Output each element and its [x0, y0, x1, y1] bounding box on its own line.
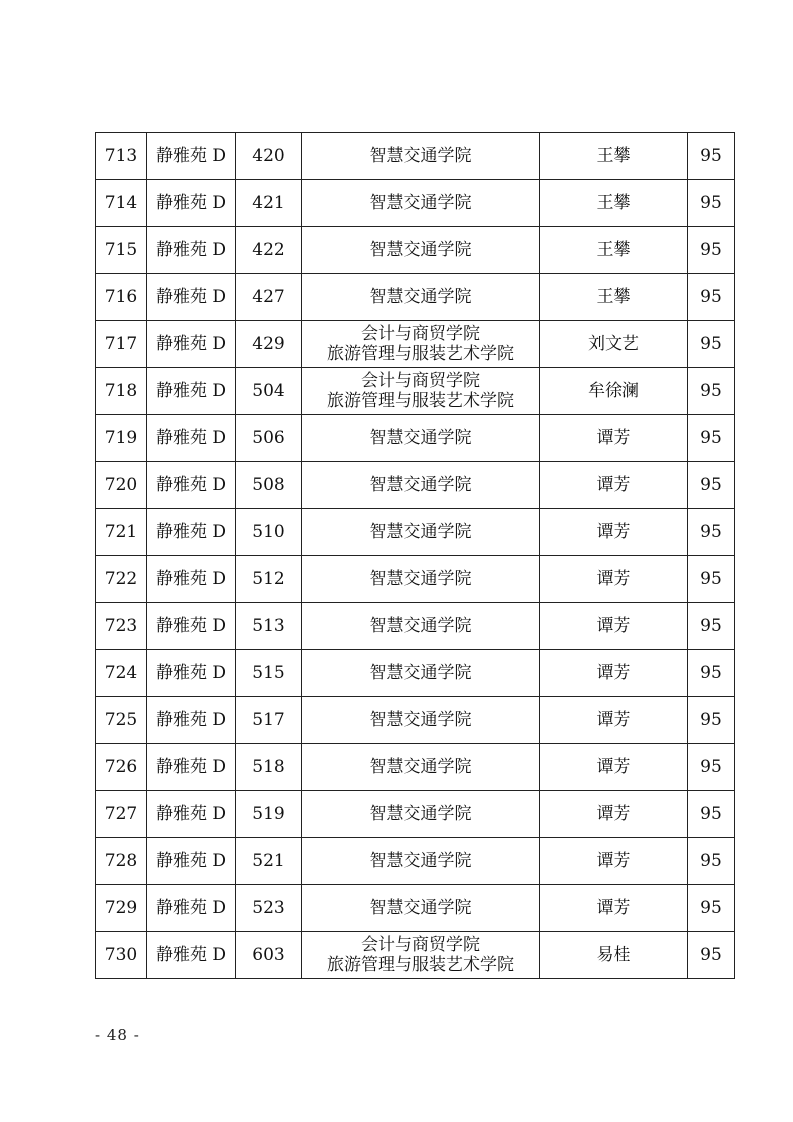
cell-teacher: 谭芳 — [540, 650, 688, 697]
cell-score: 95 — [688, 791, 735, 838]
cell-score: 95 — [688, 509, 735, 556]
table-row — [96, 603, 735, 650]
cell-no: 720 — [96, 462, 147, 509]
cell-no: 721 — [96, 509, 147, 556]
table-row — [96, 227, 735, 274]
table-row — [96, 274, 735, 321]
cell-building: 静雅苑 D — [147, 744, 236, 791]
dormitory-score-table — [95, 132, 735, 979]
table-row — [96, 556, 735, 603]
cell-no: 727 — [96, 791, 147, 838]
cell-room: 521 — [236, 838, 302, 885]
cell-score: 95 — [688, 556, 735, 603]
table-row — [96, 697, 735, 744]
cell-no: 713 — [96, 133, 147, 180]
cell-room: 510 — [236, 509, 302, 556]
college-line: 智慧交通学院 — [369, 522, 472, 542]
cell-building: 静雅苑 D — [147, 509, 236, 556]
college-line: 智慧交通学院 — [369, 710, 472, 730]
cell-score: 95 — [688, 650, 735, 697]
cell-teacher: 谭芳 — [540, 556, 688, 603]
cell-no: 722 — [96, 556, 147, 603]
cell-college — [302, 838, 540, 885]
cell-building: 静雅苑 D — [147, 368, 236, 415]
cell-teacher: 王攀 — [540, 227, 688, 274]
cell-college — [302, 180, 540, 227]
cell-college — [302, 650, 540, 697]
college-line: 会计与商贸学院 — [361, 324, 480, 344]
cell-no: 725 — [96, 697, 147, 744]
cell-no: 729 — [96, 885, 147, 932]
cell-teacher: 牟徐澜 — [540, 368, 688, 415]
cell-room: 420 — [236, 133, 302, 180]
cell-building: 静雅苑 D — [147, 932, 236, 979]
cell-teacher: 谭芳 — [540, 838, 688, 885]
cell-college — [302, 321, 540, 368]
college-line: 智慧交通学院 — [369, 757, 472, 777]
cell-college — [302, 885, 540, 932]
cell-room: 504 — [236, 368, 302, 415]
cell-building: 静雅苑 D — [147, 227, 236, 274]
table-row — [96, 509, 735, 556]
cell-score: 95 — [688, 838, 735, 885]
cell-room: 603 — [236, 932, 302, 979]
cell-room: 512 — [236, 556, 302, 603]
college-line: 旅游管理与服装艺术学院 — [327, 344, 514, 364]
cell-teacher: 谭芳 — [540, 509, 688, 556]
college-line: 旅游管理与服装艺术学院 — [327, 391, 514, 411]
cell-college — [302, 697, 540, 744]
cell-building: 静雅苑 D — [147, 650, 236, 697]
cell-college — [302, 133, 540, 180]
cell-building: 静雅苑 D — [147, 180, 236, 227]
cell-score: 95 — [688, 697, 735, 744]
cell-no: 724 — [96, 650, 147, 697]
cell-building: 静雅苑 D — [147, 415, 236, 462]
college-line: 智慧交通学院 — [369, 851, 472, 871]
cell-college — [302, 274, 540, 321]
cell-score: 95 — [688, 321, 735, 368]
table-row — [96, 462, 735, 509]
college-line: 会计与商贸学院 — [361, 371, 480, 391]
cell-score: 95 — [688, 932, 735, 979]
cell-building: 静雅苑 D — [147, 274, 236, 321]
cell-teacher: 刘文艺 — [540, 321, 688, 368]
cell-building: 静雅苑 D — [147, 462, 236, 509]
table-row — [96, 838, 735, 885]
table-row — [96, 885, 735, 932]
cell-no: 717 — [96, 321, 147, 368]
cell-college — [302, 744, 540, 791]
college-line: 智慧交通学院 — [369, 475, 472, 495]
cell-score: 95 — [688, 180, 735, 227]
cell-teacher: 谭芳 — [540, 603, 688, 650]
cell-no: 726 — [96, 744, 147, 791]
cell-room: 427 — [236, 274, 302, 321]
cell-college — [302, 556, 540, 603]
cell-teacher: 王攀 — [540, 180, 688, 227]
college-line: 智慧交通学院 — [369, 663, 472, 683]
college-line: 智慧交通学院 — [369, 616, 472, 636]
cell-score: 95 — [688, 415, 735, 462]
cell-teacher: 王攀 — [540, 274, 688, 321]
cell-room: 519 — [236, 791, 302, 838]
cell-teacher: 易桂 — [540, 932, 688, 979]
cell-teacher: 谭芳 — [540, 415, 688, 462]
table-row — [96, 180, 735, 227]
college-line: 智慧交通学院 — [369, 428, 472, 448]
cell-room: 518 — [236, 744, 302, 791]
college-line: 智慧交通学院 — [369, 287, 472, 307]
cell-college — [302, 368, 540, 415]
cell-score: 95 — [688, 274, 735, 321]
college-line: 智慧交通学院 — [369, 146, 472, 166]
cell-teacher: 谭芳 — [540, 697, 688, 744]
cell-room: 517 — [236, 697, 302, 744]
cell-building: 静雅苑 D — [147, 321, 236, 368]
cell-room: 508 — [236, 462, 302, 509]
cell-teacher: 谭芳 — [540, 885, 688, 932]
cell-college — [302, 603, 540, 650]
cell-no: 714 — [96, 180, 147, 227]
cell-room: 421 — [236, 180, 302, 227]
cell-room: 523 — [236, 885, 302, 932]
cell-score: 95 — [688, 133, 735, 180]
cell-score: 95 — [688, 885, 735, 932]
table-row — [96, 321, 735, 368]
cell-room: 515 — [236, 650, 302, 697]
cell-room: 422 — [236, 227, 302, 274]
cell-teacher: 谭芳 — [540, 744, 688, 791]
table-row — [96, 415, 735, 462]
cell-room: 513 — [236, 603, 302, 650]
cell-building: 静雅苑 D — [147, 133, 236, 180]
cell-no: 730 — [96, 932, 147, 979]
cell-no: 719 — [96, 415, 147, 462]
cell-no: 718 — [96, 368, 147, 415]
cell-building: 静雅苑 D — [147, 697, 236, 744]
table-row — [96, 791, 735, 838]
cell-college — [302, 415, 540, 462]
cell-no: 715 — [96, 227, 147, 274]
cell-room: 429 — [236, 321, 302, 368]
cell-teacher: 谭芳 — [540, 791, 688, 838]
college-line: 智慧交通学院 — [369, 240, 472, 260]
cell-score: 95 — [688, 744, 735, 791]
cell-no: 728 — [96, 838, 147, 885]
cell-teacher: 王攀 — [540, 133, 688, 180]
cell-college — [302, 509, 540, 556]
cell-college — [302, 227, 540, 274]
table-row — [96, 133, 735, 180]
cell-building: 静雅苑 D — [147, 791, 236, 838]
table-row — [96, 650, 735, 697]
cell-score: 95 — [688, 368, 735, 415]
cell-building: 静雅苑 D — [147, 603, 236, 650]
cell-score: 95 — [688, 227, 735, 274]
cell-room: 506 — [236, 415, 302, 462]
cell-no: 723 — [96, 603, 147, 650]
college-line: 智慧交通学院 — [369, 193, 472, 213]
cell-score: 95 — [688, 462, 735, 509]
page-number: - 48 - — [95, 1026, 140, 1044]
cell-building: 静雅苑 D — [147, 838, 236, 885]
table-row — [96, 932, 735, 979]
cell-college — [302, 932, 540, 979]
college-line: 智慧交通学院 — [369, 569, 472, 589]
cell-no: 716 — [96, 274, 147, 321]
college-line: 智慧交通学院 — [369, 898, 472, 918]
cell-college — [302, 791, 540, 838]
college-line: 旅游管理与服装艺术学院 — [327, 955, 514, 975]
table-row — [96, 368, 735, 415]
college-line: 智慧交通学院 — [369, 804, 472, 824]
cell-teacher: 谭芳 — [540, 462, 688, 509]
cell-college — [302, 462, 540, 509]
table-body — [96, 133, 735, 979]
cell-score: 95 — [688, 603, 735, 650]
cell-building: 静雅苑 D — [147, 885, 236, 932]
cell-building: 静雅苑 D — [147, 556, 236, 603]
college-line: 会计与商贸学院 — [361, 935, 480, 955]
table-row — [96, 744, 735, 791]
